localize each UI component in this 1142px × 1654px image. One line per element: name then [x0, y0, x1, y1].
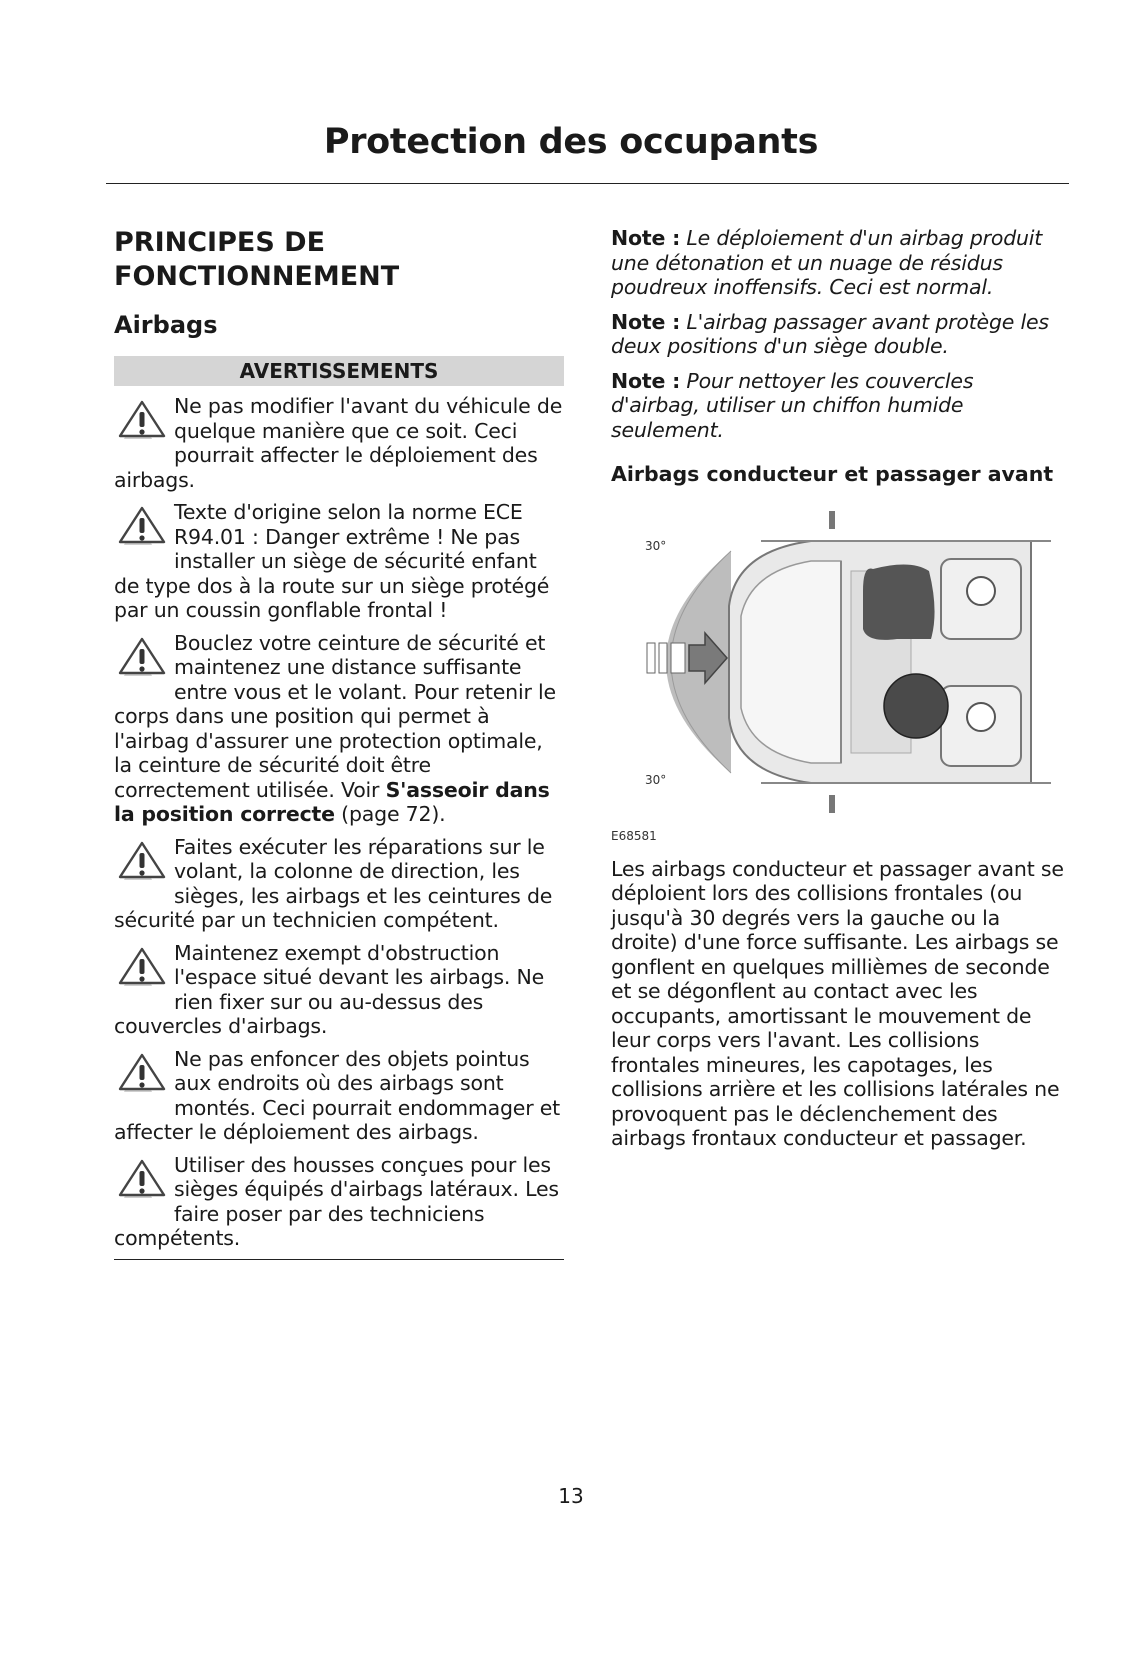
note [611, 310, 1066, 359]
note-text: L'airbag passager avant protège les deux positions d'un siège double. [611, 309, 1049, 358]
right-column [611, 226, 1066, 1151]
warning-item [114, 1047, 564, 1145]
warning-triangle-icon [114, 945, 174, 995]
warning-triangle-icon [114, 1157, 174, 1207]
note-text: Pour nettoyer les couvercles d'airbag, utiliser un chiffon humide seulement. [611, 368, 974, 442]
warning-text: Ne pas enfoncer des objets pointus aux endroits où des airbags sont montés. Ceci pourrait endommager et affecter le déploiement des airbags. [114, 1046, 561, 1144]
passenger-airbag [863, 564, 935, 639]
warning-triangle-icon [114, 398, 174, 448]
warning-text: Utiliser des housses conçues pour les sièges équipés d'airbags latéraux. Les faire poser par des techniciens compétents. [114, 1152, 559, 1250]
warnings-end-divider [114, 1259, 564, 1260]
warning-text: Maintenez exempt d'obstruction l'espace situé devant les airbags. Ne rien fixer sur ou au-dessus des couvercles d'airbags. [114, 940, 545, 1038]
warning-text: Ne pas modifier l'avant du véhicule de quelque manière que ce soit. Ceci pourrait affecter le déploiement des airbags. [114, 394, 563, 492]
note-label: Note : [611, 309, 681, 334]
warning-text: Faites exécuter les réparations sur le volant, la colonne de direction, les sièges, les airbags et les ceintures de sécurité par un technicien compétent. [114, 834, 553, 932]
warning-item [114, 500, 564, 623]
note-label: Note : [611, 226, 681, 250]
warning-item [114, 835, 564, 933]
warning-triangle-icon [114, 504, 174, 554]
airbag-diagram [611, 511, 1051, 821]
angle-label-bottom: 30° [645, 772, 667, 787]
title-divider [106, 183, 1069, 184]
warnings-header: AVERTISSEMENTS [114, 356, 564, 386]
figure-code: E68581 [611, 828, 657, 843]
note [611, 369, 1066, 443]
warning-item [114, 631, 564, 827]
page-number: 13 [558, 1484, 584, 1508]
note-text: Le déploiement d'un airbag produit une détonation et un nuage de résidus poudreux inoffensifs. Ceci est normal. [611, 226, 1043, 299]
cross-reference-link[interactable]: S'asseoir dans la position correcte [114, 777, 550, 826]
figure-heading: Airbags conducteur et passager avant [611, 462, 1054, 486]
warning-text: Texte d'origine selon la norme ECE R94.01 : Danger extrême ! Ne pas installer un siège de sécurité enfant de type dos à la route sur un siège protégé par un coussin gonflable frontal ! [114, 500, 550, 622]
body-paragraph: Les airbags conducteur et passager avant se déploient lors des collisions frontales (ou jusqu'à 30 degrés vers la gauche ou la droite) d'une force suffisante. Les airbags se gonflent en quelques millièmes de seconde et se dégonflent au contact avec les occupants, amortissant le mouvement de leur corps vers l'avant. Les collisions frontales mineures, les capotages, les collisions arrière et les collisions latérales ne provoquent pas le déclenchement des airbags frontaux conducteur et passager. [611, 856, 1064, 1150]
warning-triangle-icon [114, 839, 174, 889]
left-column [114, 226, 564, 1260]
angle-label-top: 30° [645, 538, 667, 553]
note-label: Note : [611, 368, 681, 393]
warning-text: Bouclez votre ceinture de sécurité et maintenez une distance suffisante entre vous et le volant. Pour retenir le corps dans une position qui permet à l'airbag d'assurer une protection optimale, la ceinture de sécurité doit être correctement utilisée. Voir [114, 630, 556, 802]
warning-triangle-icon [114, 635, 174, 685]
warning-triangle-icon [114, 1051, 174, 1101]
subsection-title: Airbags [114, 311, 218, 339]
airbag-deployment-figure [611, 511, 1051, 821]
page-reference: (page 72). [334, 802, 446, 826]
warning-item [114, 1153, 564, 1251]
note [611, 226, 1066, 300]
warning-item [114, 394, 564, 492]
warning-item [114, 941, 564, 1039]
page-title: Protection des occupants [323, 122, 819, 162]
section-title: PRINCIPES DE FONCTIONNEMENT [114, 227, 400, 292]
